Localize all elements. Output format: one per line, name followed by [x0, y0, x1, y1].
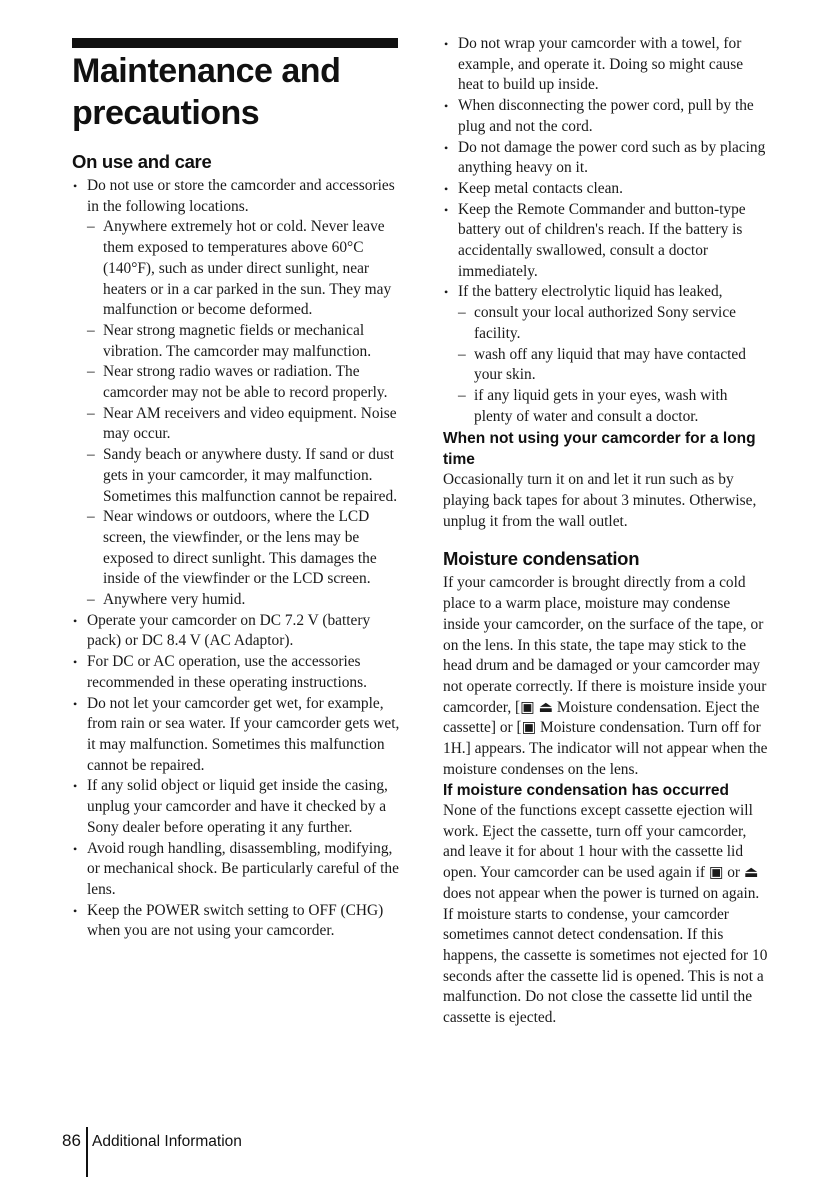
- moisture-paragraph: If your camcorder is brought directly from a cold place to a warm place, moisture may condense inside your camcorder, on the surface of the tape, or on the lens. In this state, the tape may stick to the head drum and be damaged or your camcorder may not operate correctly. If there is moisture inside your camcorder, [▣ ⏏ Moisture condensation. Eject the cassette] or [▣ Moisture condensation. Turn off for 1H.] appears. The indicator will not appear when the moisture condenses on the lens.: [443, 574, 768, 778]
- list-item: • Do not let your camcorder get wet, for example, from rain or sea water. If your camcorder gets wet, it may malfunction. Sometimes this malfunction cannot be repaired.: [72, 694, 402, 777]
- sublist-item: – if any liquid gets in your eyes, wash with plenty of water and consult a doctor.: [458, 386, 768, 427]
- section-heading-moisture: Moisture condensation: [443, 548, 640, 570]
- right-column: [443, 34, 768, 1029]
- footer-divider: [86, 1127, 88, 1177]
- sublist-item: – Anywhere extremely hot or cold. Never leave them exposed to temperatures above 60°C (140°F), such as under direct sunlight, near heaters or in a car parked in the sun. They may malfunction or become deformed.: [87, 217, 402, 321]
- list-item: • Do not wrap your camcorder with a towel, for example, and operate it. Doing so might cause heat to build up inside.: [443, 34, 768, 96]
- subheading-condensation-occurred: If moisture condensation has occurred: [443, 781, 729, 799]
- subheading-not-using: When not using your camcorder for a long time: [443, 430, 756, 468]
- care-continued-list: [443, 34, 768, 427]
- sublist-item: – Near windows or outdoors, where the LCD screen, the viewfinder, or the lens may be exposed to direct sunlight. This damages the inside of the viewfinder or the LCD screen.: [87, 507, 402, 590]
- section-heading-use-and-care: On use and care: [72, 151, 212, 172]
- bullet-text: Do not use or store the camcorder and accessories in the following locations.: [87, 177, 395, 215]
- page-title-line-1: Maintenance and: [72, 52, 341, 90]
- page-title: [72, 50, 412, 134]
- sublist-item: – Anywhere very humid.: [87, 590, 402, 611]
- not-using-paragraph: Occasionally turn it on and let it run such as by playing back tapes for about 3 minutes. Otherwise, unplug it from the wall outlet.: [443, 471, 757, 530]
- locations-sublist: [72, 217, 402, 610]
- use-and-care-list: [72, 176, 402, 942]
- list-item: • Operate your camcorder on DC 7.2 V (battery pack) or DC 8.4 V (AC Adaptor).: [72, 611, 402, 652]
- footer-section-title: Additional Information: [92, 1133, 242, 1150]
- list-item: [443, 282, 768, 427]
- list-item: • Keep the POWER switch setting to OFF (CHG) when you are not using your camcorder.: [72, 901, 402, 942]
- page-title-line-2: precautions: [72, 94, 260, 132]
- list-item: [72, 176, 402, 611]
- sublist-item: – Sandy beach or anywhere dusty. If sand or dust gets in your camcorder, it may malfunction. Sometimes this malfunction cannot be repaired.: [87, 445, 402, 507]
- condensation-paragraph-1: None of the functions except cassette ejection will work. Eject the cassette, turn off your camcorder, and leave it for about 1 hour with the cassette lid open. Your camcorder can be used again if ▣ or ⏏ does not appear when the power is turned on again.: [443, 802, 760, 902]
- list-item: • For DC or AC operation, use the accessories recommended in these operating instructions.: [72, 652, 402, 693]
- list-item: • Avoid rough handling, disassembling, modifying, or mechanical shock. Be particularly careful of the lens.: [72, 839, 402, 901]
- list-item: • When disconnecting the power cord, pull by the plug and not the cord.: [443, 96, 768, 137]
- title-rule: [72, 38, 398, 48]
- sublist-item: – Near AM receivers and video equipment. Noise may occur.: [87, 404, 402, 445]
- sublist-item: – consult your local authorized Sony service facility.: [458, 303, 768, 344]
- bullet-text: If the battery electrolytic liquid has leaked,: [458, 283, 723, 301]
- list-item: • Do not damage the power cord such as by placing anything heavy on it.: [443, 138, 768, 179]
- sublist-item: – Near strong radio waves or radiation. The camcorder may not be able to record properly.: [87, 362, 402, 403]
- leak-sublist: [443, 303, 768, 427]
- page-number: 86: [62, 1131, 81, 1150]
- condensation-paragraph-2: If moisture starts to condense, your camcorder sometimes cannot detect condensation. If this happens, the cassette is sometimes not ejected for 10 seconds after the cassette lid is opened. This is not a malfunction. Do not close the cassette lid until the cassette is ejected.: [443, 905, 768, 1027]
- list-item: • Keep the Remote Commander and button-type battery out of children's reach. If the battery is accidentally swallowed, consult a doctor immediately.: [443, 200, 768, 283]
- left-column: [72, 150, 402, 942]
- list-item: • Keep metal contacts clean.: [443, 179, 768, 200]
- list-item: • If any solid object or liquid get inside the casing, unplug your camcorder and have it checked by a Sony dealer before operating it any further.: [72, 776, 402, 838]
- sublist-item: – wash off any liquid that may have contacted your skin.: [458, 345, 768, 386]
- sublist-item: – Near strong magnetic fields or mechanical vibration. The camcorder may malfunction.: [87, 321, 402, 362]
